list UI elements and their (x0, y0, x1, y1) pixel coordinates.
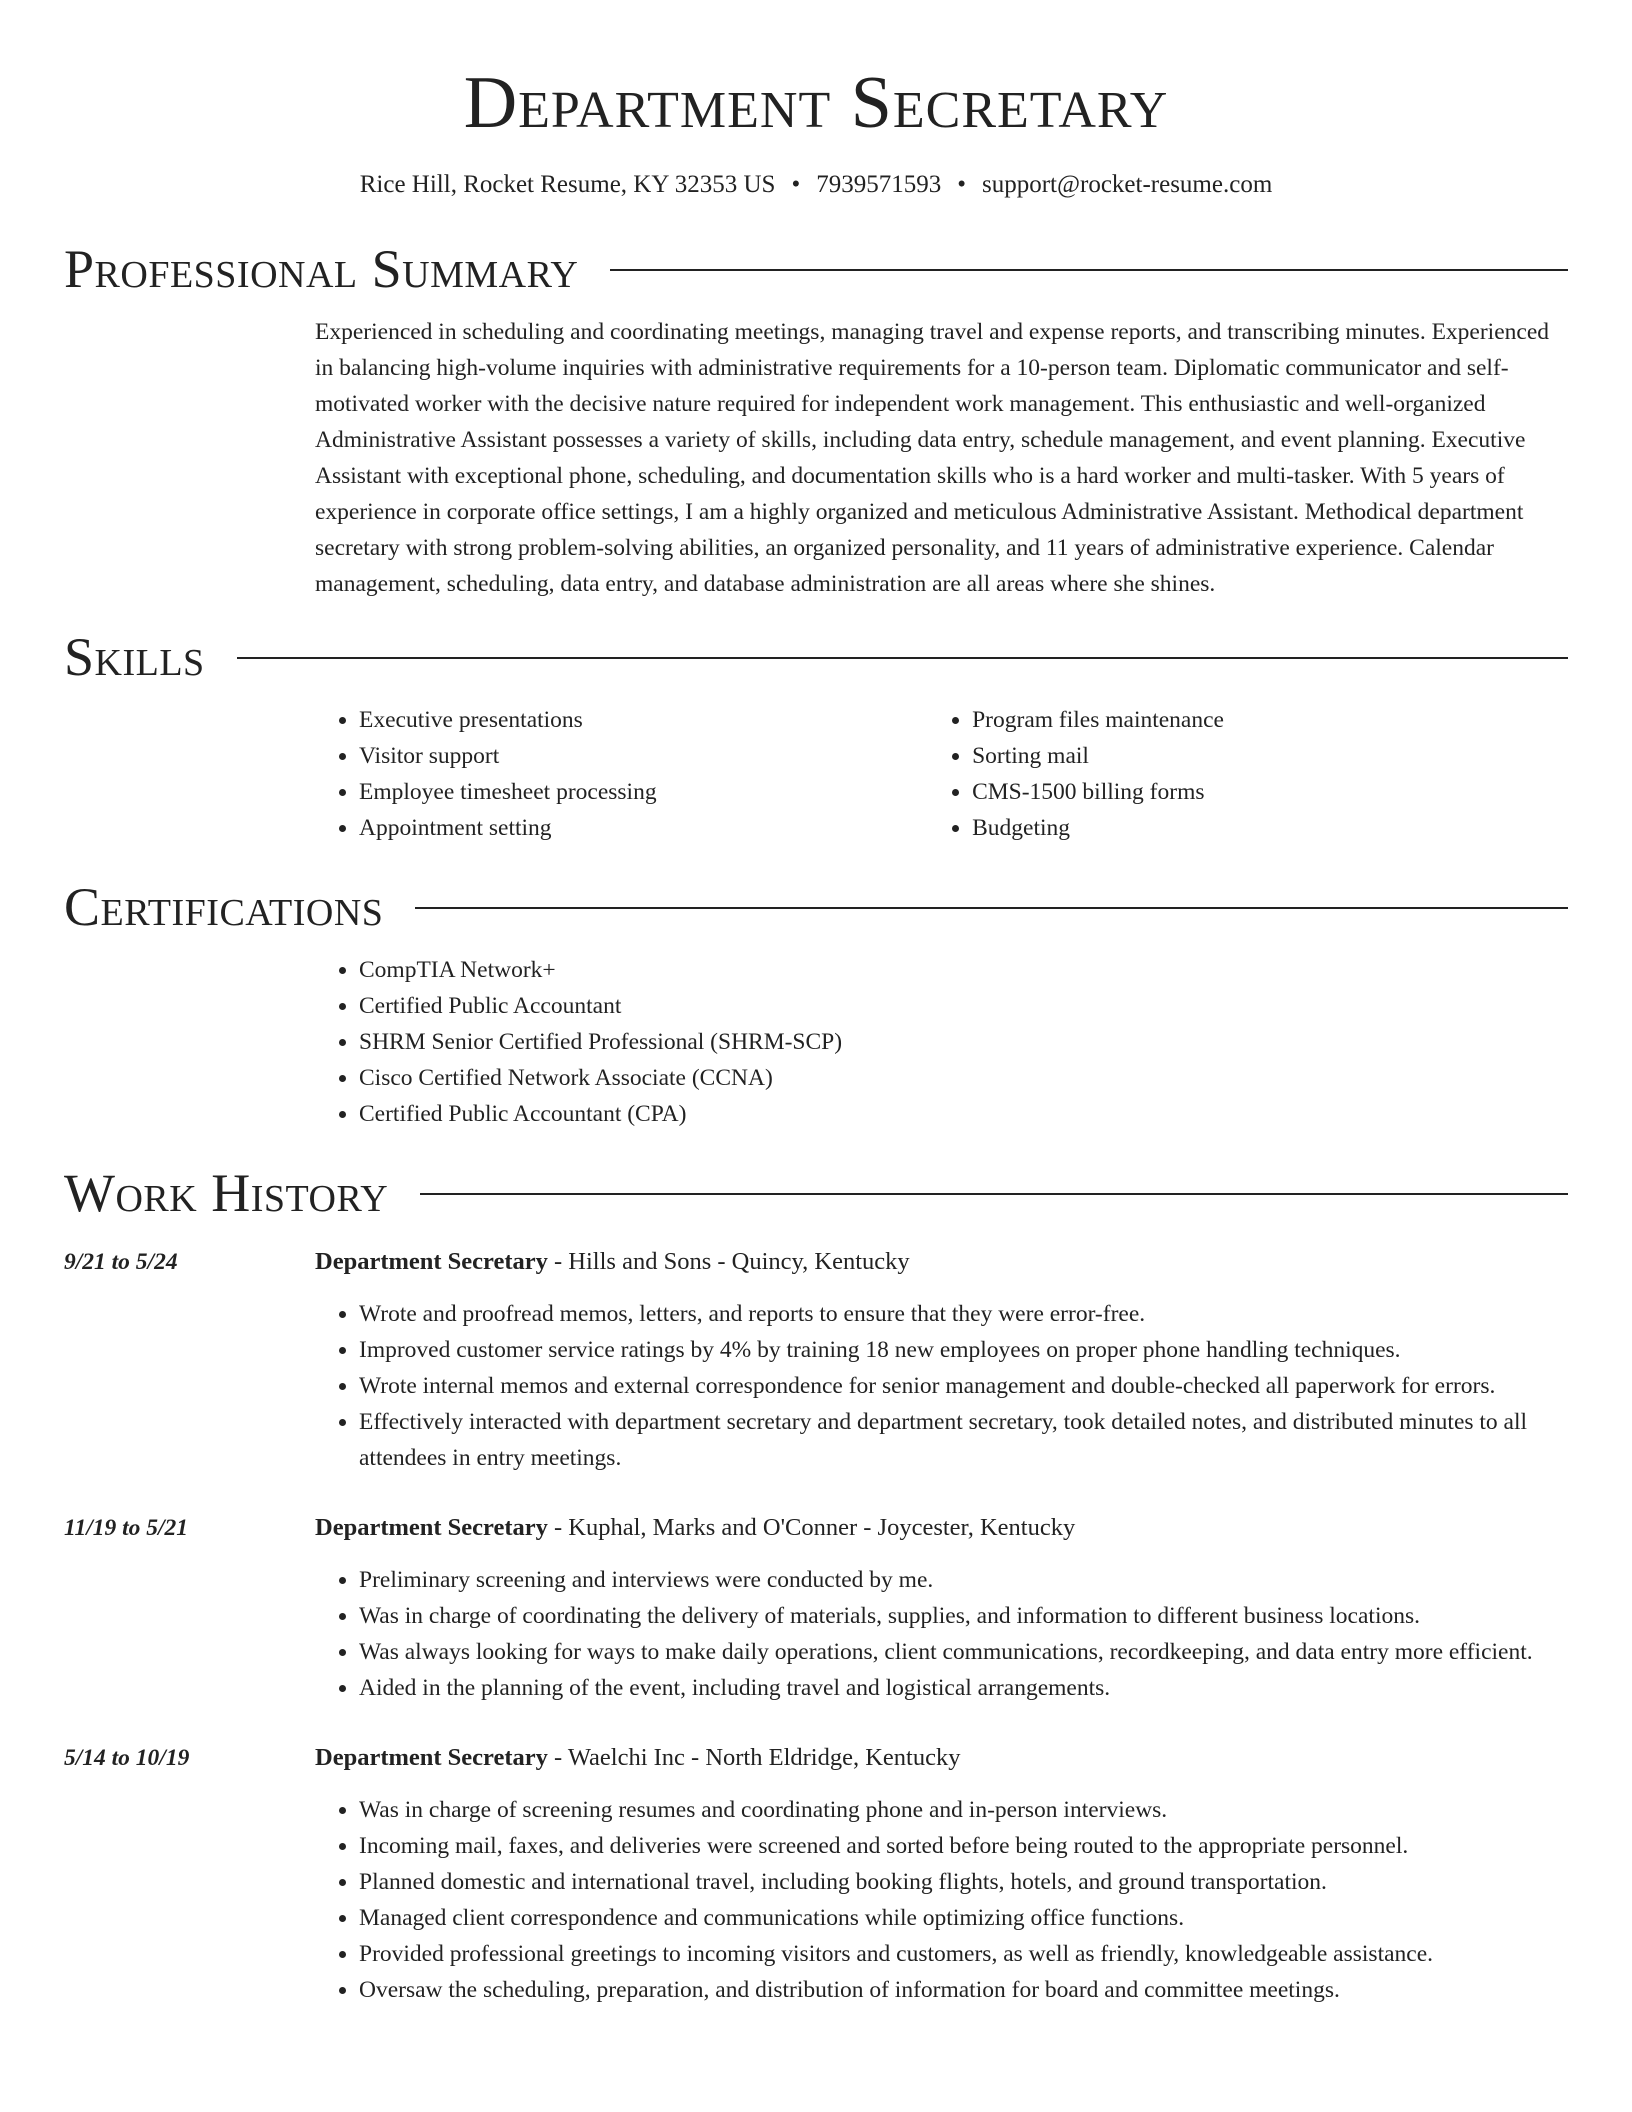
job-bullet: • Provided professional greetings to incoming visitors and customers, as well as friendly, knowledgeable assistance. (359, 1936, 1568, 1972)
summary-text: Experienced in scheduling and coordinating meetings, managing travel and expense reports, and transcribing minutes. Experienced in balancing high-volume inquiries with administrative requirements for a 10-person team. Diplomatic communicator and self-motivated worker with the decisive nature required for independent work management. This enthusiastic and well-organized Administrative Assistant possesses a variety of skills, including data entry, schedule management, and event planning. Executive Assistant with exceptional phone, scheduling, and documentation skills who is a hard worker and multi-tasker. With 5 years of experience in corporate office settings, I am a highly organized and meticulous Administrative Assistant. Methodical department secretary with strong problem-solving abilities, an organized personality, and 11 years of administrative experience. Calendar management, scheduling, data entry, and database administration are all areas where she shines. (315, 319, 1550, 597)
skills-title: Skills (64, 627, 205, 687)
job-bullets (315, 1792, 1568, 2008)
contact-separator: • (791, 171, 801, 198)
job-entry (64, 1510, 1568, 1706)
job-company-location: - Kuphal, Marks and O'Conner - Joycester, Kentucky (547, 1514, 1076, 1541)
job-content (315, 1510, 1568, 1706)
job-bullet: • Was in charge of screening resumes and coordinating phone and in-person interviews. (359, 1792, 1568, 1828)
job-bullet: • Wrote internal memos and external correspondence for senior management and double-checked all paperwork for errors. (359, 1368, 1568, 1404)
skill-item: • Appointment setting (359, 810, 928, 846)
job-dates: 11/19 to 5/21 (64, 1515, 189, 1541)
contact-line (64, 168, 1568, 202)
job-title: Department Secretary (315, 1744, 548, 1771)
certification-item: • SHRM Senior Certified Professional (SHRM-SCP) (359, 1024, 1568, 1060)
job-entry (64, 1740, 1568, 2008)
job-bullet: • Effectively interacted with department secretary and department secretary, took detailed notes, and distributed minutes to all attendees in entry meetings. (359, 1404, 1568, 1476)
job-dates: 5/14 to 10/19 (64, 1745, 190, 1771)
job-bullet: • Improved customer service ratings by 4% by training 18 new employees on proper phone handling techniques. (359, 1332, 1568, 1368)
skill-item: • Sorting mail (972, 738, 1568, 774)
job-bullet: • Wrote and proofread memos, letters, and reports to ensure that they were error-free. (359, 1296, 1568, 1332)
section-divider (415, 907, 1568, 909)
job-dates: 9/21 to 5/24 (64, 1249, 178, 1275)
contact-email: support@rocket-resume.com (981, 171, 1273, 198)
certification-item: • CompTIA Network+ (359, 952, 1568, 988)
certifications-list (315, 952, 1568, 1132)
section-heading (64, 238, 1568, 300)
certification-item: • Certified Public Accountant (359, 988, 1568, 1024)
skills-column-right (928, 702, 1568, 846)
summary-section (64, 238, 1568, 602)
certifications-section (64, 876, 1568, 1132)
resume-header (64, 0, 1568, 202)
summary-title: Professional Summary (64, 239, 579, 299)
skills-column-left (315, 702, 928, 846)
job-company-location: - Waelchi Inc - North Eldridge, Kentucky (547, 1744, 961, 1771)
job-content (315, 1244, 1568, 1476)
skill-item: • Visitor support (359, 738, 928, 774)
contact-separator: • (957, 171, 966, 198)
contact-phone: 7939571593 (816, 171, 942, 198)
job-bullet: • Preliminary screening and interviews were conducted by me. (359, 1562, 1568, 1598)
skill-item: • Program files maintenance (972, 702, 1568, 738)
job-bullets (315, 1562, 1568, 1706)
job-entry (64, 1244, 1568, 1476)
work-history-section (64, 1162, 1568, 2008)
section-heading (64, 626, 1568, 688)
job-heading (315, 1244, 1568, 1280)
job-title: Department Secretary (315, 1248, 548, 1275)
section-divider (420, 1193, 1568, 1195)
job-bullet: • Aided in the planning of the event, including travel and logistical arrangements. (359, 1670, 1568, 1706)
section-heading (64, 876, 1568, 938)
job-bullet: • Managed client correspondence and communications while optimizing office functions. (359, 1900, 1568, 1936)
job-bullet: • Was always looking for ways to make daily operations, client communications, recordkeeping, and data entry more efficient. (359, 1634, 1568, 1670)
job-bullet: • Incoming mail, faxes, and deliveries were screened and sorted before being routed to the appropriate personnel. (359, 1828, 1568, 1864)
job-bullet: • Planned domestic and international travel, including booking flights, hotels, and ground transportation. (359, 1864, 1568, 1900)
job-content (315, 1740, 1568, 2008)
section-divider (237, 657, 1568, 659)
resume-page (64, 0, 1568, 2008)
certification-item: • Certified Public Accountant (CPA) (359, 1096, 1568, 1132)
job-company-location: - Hills and Sons - Quincy, Kentucky (547, 1248, 910, 1275)
job-title: Department Secretary (315, 1514, 548, 1541)
job-heading (315, 1510, 1568, 1546)
skill-item: • Budgeting (972, 810, 1568, 846)
work-history-title: Work History (64, 1163, 389, 1223)
skills-list (315, 702, 1568, 846)
contact-address: Rice Hill, Rocket Resume, KY 32353 US (359, 171, 776, 198)
job-bullets (315, 1296, 1568, 1476)
job-bullet: • Was in charge of coordinating the delivery of materials, supplies, and information to different business locations. (359, 1598, 1568, 1634)
job-bullet: • Oversaw the scheduling, preparation, and distribution of information for board and committee meetings. (359, 1972, 1568, 2008)
skill-item: • CMS-1500 billing forms (972, 774, 1568, 810)
candidate-name: Department Secretary (463, 62, 1169, 144)
certifications-title: Certifications (64, 877, 384, 937)
job-heading (315, 1740, 1568, 1776)
skill-item: • Employee timesheet processing (359, 774, 928, 810)
skill-item: • Executive presentations (359, 702, 928, 738)
certification-item: • Cisco Certified Network Associate (CCNA) (359, 1060, 1568, 1096)
section-divider (610, 269, 1568, 271)
skills-section (64, 626, 1568, 846)
section-heading (64, 1162, 1568, 1224)
